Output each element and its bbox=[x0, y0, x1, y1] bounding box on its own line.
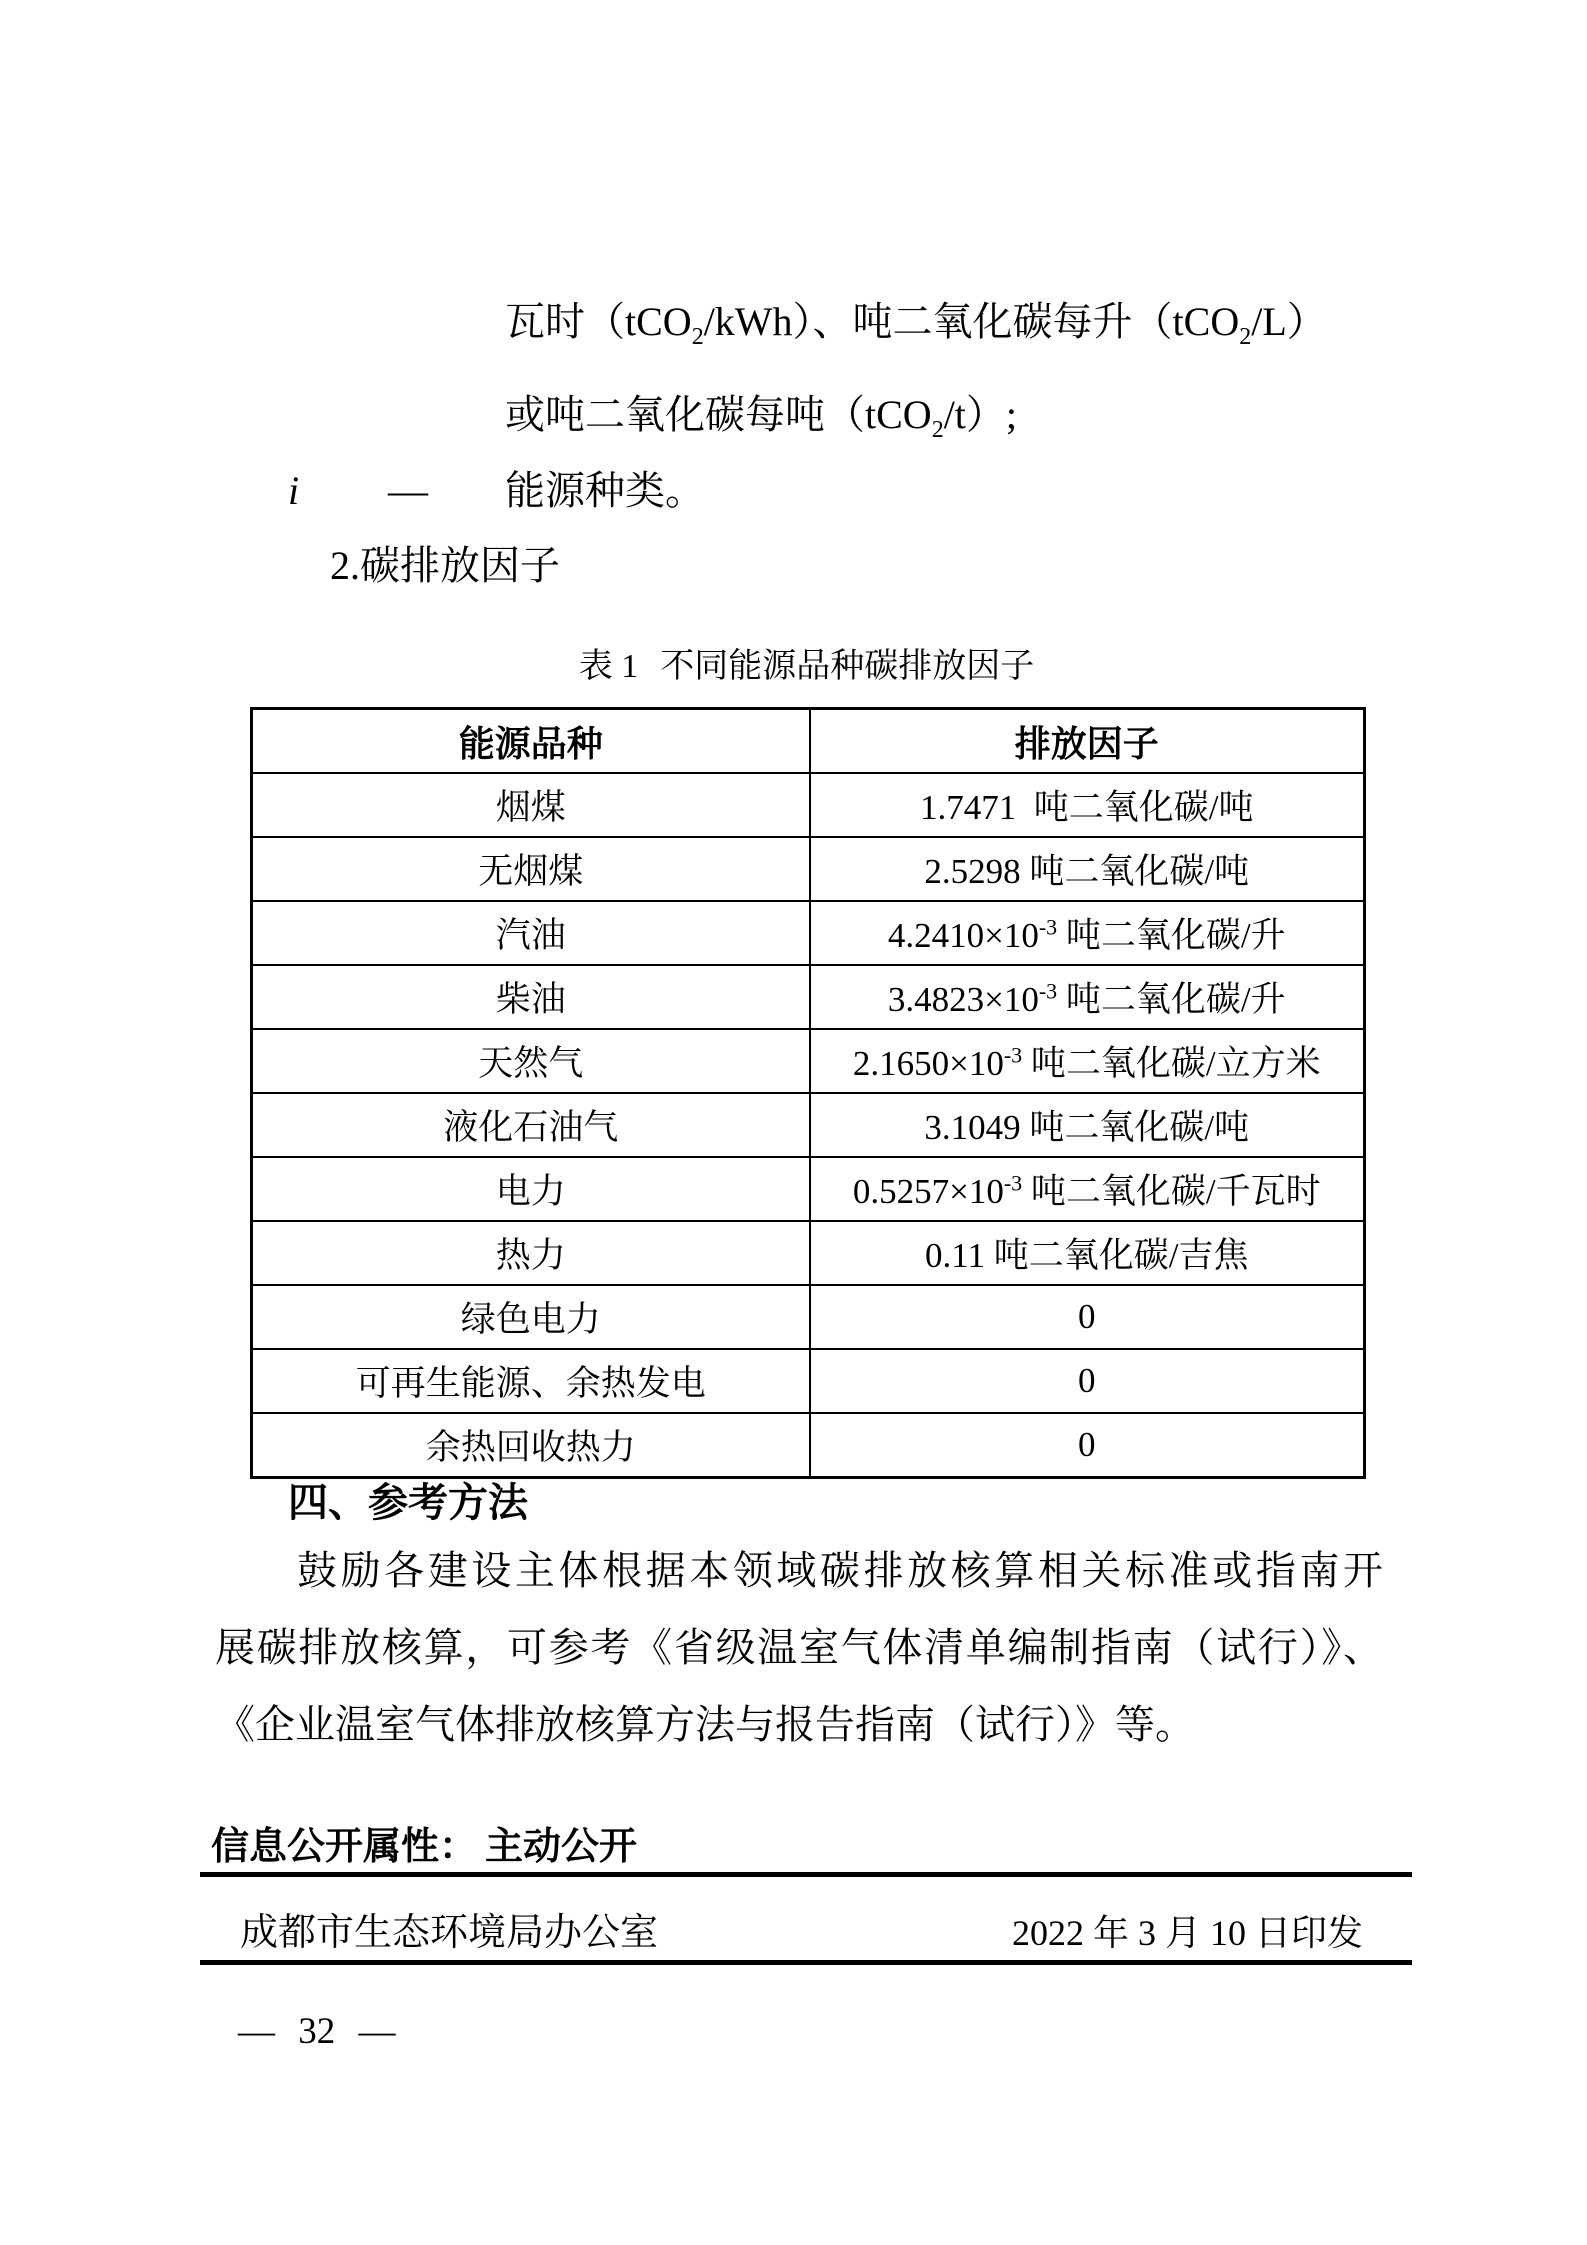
energy-type-header: 能源品种 bbox=[252, 709, 810, 774]
emission-factor-cell: 0.11 吨二氧化碳/吉焦 bbox=[810, 1221, 1365, 1285]
emission-factor-cell: 0 bbox=[810, 1285, 1365, 1349]
energy-type-cell: 可再生能源、余热发电 bbox=[252, 1349, 810, 1413]
emission-factor-cell: 2.5298 吨二氧化碳/吨 bbox=[810, 837, 1365, 901]
energy-type-cell: 热力 bbox=[252, 1221, 810, 1285]
table-row bbox=[252, 1157, 1365, 1221]
table-row bbox=[252, 901, 1365, 965]
table-row bbox=[252, 1029, 1365, 1093]
table-row bbox=[252, 1093, 1365, 1157]
issuing-office: 成都市生态环境局办公室 bbox=[240, 1912, 659, 1954]
symbol-definition-row bbox=[0, 452, 1587, 529]
table-row bbox=[252, 1413, 1365, 1478]
emission-factor-cell: 1.7471 吨二氧化碳/吨 bbox=[810, 773, 1365, 837]
issue-date: 2022 年 3 月 10 日印发 bbox=[1011, 1913, 1363, 1953]
energy-type-cell: 余热回收热力 bbox=[252, 1413, 810, 1478]
issue-row bbox=[240, 1908, 1363, 1958]
paragraph-line-3: 《企业温室气体排放核算方法与报告指南（试行）》等。 bbox=[215, 1702, 1195, 1747]
energy-type-cell: 无烟煤 bbox=[252, 837, 810, 901]
table-caption bbox=[250, 632, 1363, 702]
reference-paragraph bbox=[215, 1532, 1383, 1763]
emission-factor-cell: 3.1049 吨二氧化碳/吨 bbox=[810, 1093, 1365, 1157]
table-row bbox=[252, 1349, 1365, 1413]
disclosure-attribute-label: 信息公开属性： bbox=[211, 1826, 478, 1868]
paragraph-line-2: 展碳排放核算，可参考《省级温室气体清单编制指南（试行）》、 bbox=[215, 1625, 1383, 1670]
table-body bbox=[252, 773, 1365, 1478]
symbol-description: 能源种类。 bbox=[505, 468, 705, 513]
emission-factor-cell: 0 bbox=[810, 1413, 1365, 1478]
energy-type-cell: 柴油 bbox=[252, 965, 810, 1029]
emission-factor-cell: $4.2410\times 10^{-3}$ 吨二氧化碳/升 bbox=[810, 901, 1365, 965]
page-number: — 32 — bbox=[238, 2011, 396, 2052]
definition-dash: — bbox=[388, 468, 428, 513]
emission-factor-cell: $3.4823\times 10^{-3}$ 吨二氧化碳/升 bbox=[810, 965, 1365, 1029]
energy-type-cell: 烟煤 bbox=[252, 773, 810, 837]
energy-type-cell: 绿色电力 bbox=[252, 1285, 810, 1349]
table-row bbox=[252, 965, 1365, 1029]
energy-type-cell: 电力 bbox=[252, 1157, 810, 1221]
section-4-heading: 四、参考方法 bbox=[288, 1481, 528, 1525]
table-caption-title: 不同能源品种碳排放因子 bbox=[660, 648, 1035, 685]
table-row bbox=[252, 1285, 1365, 1349]
definition-line-1: 瓦时（tCO$_2$/kWh）、吨二氧化碳每升（tCO$_2$/L） bbox=[505, 299, 1327, 350]
emission-factors-table bbox=[250, 707, 1366, 1479]
energy-type-cell: 汽油 bbox=[252, 901, 810, 965]
emission-factor-cell: $0.5257\times 10^{-3}$ 吨二氧化碳/千瓦时 bbox=[810, 1157, 1365, 1221]
table-caption-label: 表 1 bbox=[578, 648, 639, 685]
table-header-row bbox=[252, 709, 1365, 774]
disclosure-attribute-value: 主动公开 bbox=[485, 1826, 638, 1868]
symbol-i: i bbox=[288, 468, 300, 513]
paragraph-line-1: 鼓励各建设主体根据本领域碳排放核算相关标准或指南开 bbox=[297, 1548, 1383, 1593]
table-row bbox=[252, 773, 1365, 837]
energy-type-cell: 天然气 bbox=[252, 1029, 810, 1093]
emission-factor-cell: 0 bbox=[810, 1349, 1365, 1413]
footer-rule-top bbox=[200, 1872, 1412, 1877]
table-row bbox=[252, 1221, 1365, 1285]
footer-rule-bottom bbox=[200, 1960, 1412, 1965]
emission-factor-cell: $2.1650\times 10^{-3}$ 吨二氧化碳/立方米 bbox=[810, 1029, 1365, 1093]
section-2-heading: 2.碳排放因子 bbox=[330, 543, 560, 588]
disclosure-attribute bbox=[211, 1822, 637, 1872]
definition-continuation bbox=[505, 283, 1327, 469]
table-row bbox=[252, 837, 1365, 901]
definition-line-2: 或吨二氧化碳每吨（tCO$_2$/t）; bbox=[505, 392, 1018, 443]
energy-type-cell: 液化石油气 bbox=[252, 1093, 810, 1157]
emission-factor-header: 排放因子 bbox=[810, 709, 1365, 774]
